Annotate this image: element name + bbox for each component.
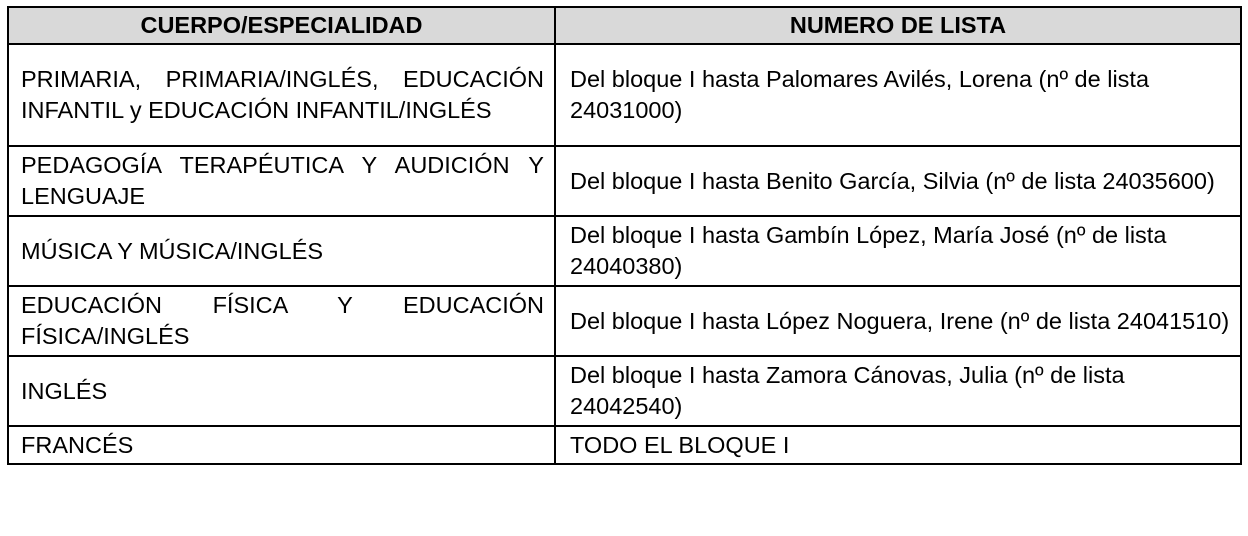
specialty-cell: MÚSICA Y MÚSICA/INGLÉS: [8, 216, 555, 286]
list-number-cell: Del bloque I hasta López Noguera, Irene (nº de lista 24041510): [555, 286, 1241, 356]
header-list-number: NUMERO DE LISTA: [555, 7, 1241, 44]
list-number-cell: Del bloque I hasta Gambín López, María José (nº de lista 24040380): [555, 216, 1241, 286]
table-row: [8, 286, 1241, 356]
specialty-list-table: [7, 6, 1242, 465]
table-row: [8, 216, 1241, 286]
specialty-cell: EDUCACIÓN FÍSICA Y EDUCACIÓN FÍSICA/INGLÉS: [8, 286, 555, 356]
table-header-row: [8, 7, 1241, 44]
specialty-cell: INGLÉS: [8, 356, 555, 426]
specialty-cell: PRIMARIA, PRIMARIA/INGLÉS, EDUCACIÓN INFANTIL y EDUCACIÓN INFANTIL/INGLÉS: [8, 44, 555, 146]
list-number-cell: Del bloque I hasta Palomares Avilés, Lorena (nº de lista 24031000): [555, 44, 1241, 146]
table-row: [8, 356, 1241, 426]
list-number-cell: Del bloque I hasta Zamora Cánovas, Julia (nº de lista 24042540): [555, 356, 1241, 426]
list-number-cell: Del bloque I hasta Benito García, Silvia (nº de lista 24035600): [555, 146, 1241, 216]
specialty-cell: PEDAGOGÍA TERAPÉUTICA Y AUDICIÓN Y LENGUAJE: [8, 146, 555, 216]
table-row: [8, 426, 1241, 464]
header-specialty: CUERPO/ESPECIALIDAD: [8, 7, 555, 44]
table-row: [8, 146, 1241, 216]
list-number-cell: TODO EL BLOQUE I: [555, 426, 1241, 464]
specialty-cell: FRANCÉS: [8, 426, 555, 464]
table-row: [8, 44, 1241, 146]
